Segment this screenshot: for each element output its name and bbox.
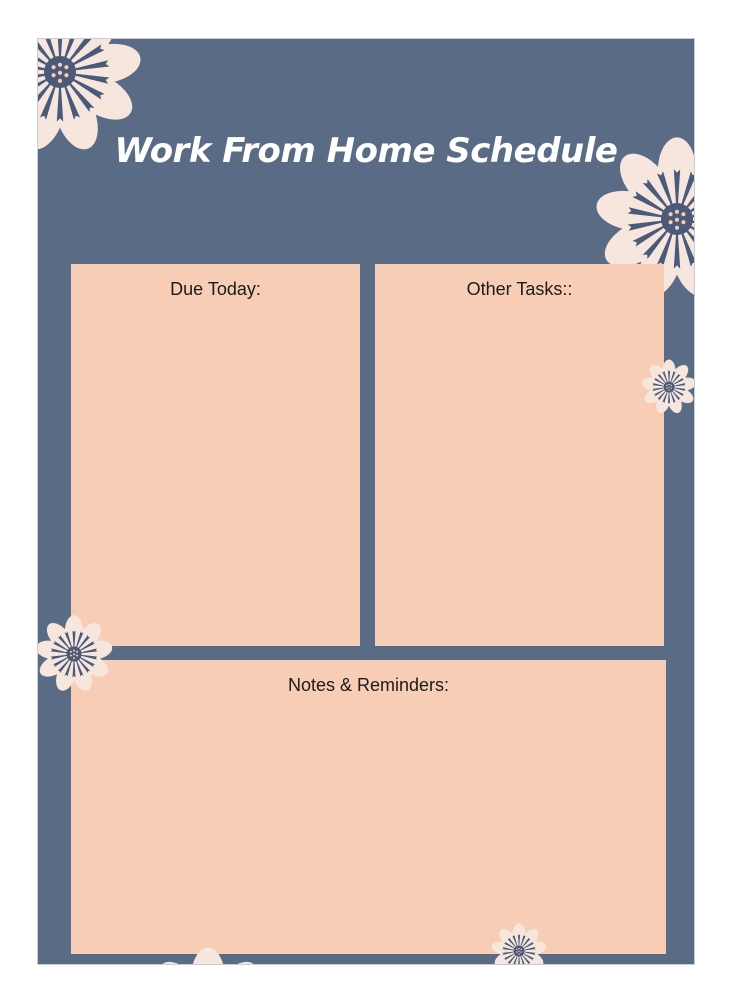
- notes-reminders-label: Notes & Reminders:: [287, 675, 450, 695]
- flower-icon: [492, 924, 546, 964]
- due-today-box: [71, 264, 360, 646]
- page-title: Work From Home Schedule: [114, 131, 618, 171]
- flower-icon: [642, 360, 694, 414]
- schedule-page: [38, 39, 694, 964]
- other-tasks-label: Other Tasks::: [466, 279, 573, 299]
- flower-icon: [38, 616, 112, 692]
- due-today-label: Due Today:: [170, 279, 261, 299]
- flower-icon: [138, 949, 278, 964]
- other-tasks-box: [375, 264, 664, 646]
- notes-reminders-box: [71, 660, 666, 954]
